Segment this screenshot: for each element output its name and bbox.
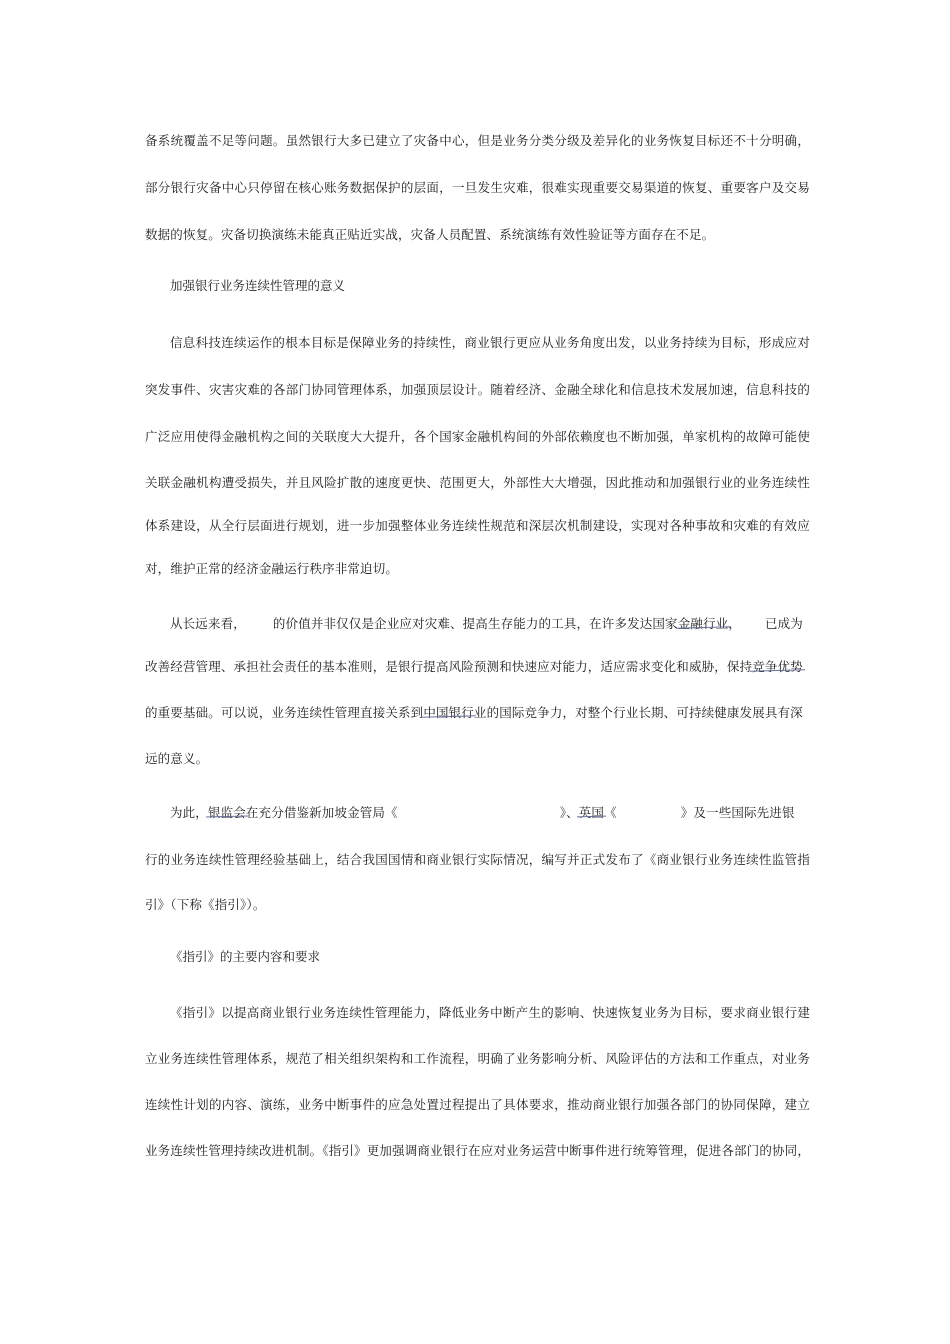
- link-cbrc[interactable]: 银监会: [207, 805, 246, 820]
- text-run: 为此，: [170, 805, 208, 820]
- text-run: 》及一些国际先进银: [680, 805, 795, 820]
- text-run: 的重要基础。可以说，业务连续性管理直接关系到: [145, 705, 424, 720]
- link-bank-of-china[interactable]: 中国银行: [423, 705, 474, 720]
- paragraph-line: 数据的恢复。灾备切换演练未能真正贴近实战，灾备人员配置、系统演练有效性验证等方面存在不足。: [145, 227, 715, 242]
- paragraph-line: 对，维护正常的经济金融运行秩序非常迫切。: [145, 561, 399, 576]
- section-heading: 加强银行业务连续性管理的意义: [170, 278, 346, 293]
- text-run: 业的国际竞争力，对整个行业长期、可持续健康发展具有深: [473, 705, 803, 720]
- paragraph-line: 备系统覆盖不足等问题。虽然银行大多已建立了灾备中心，但是业务分类分级及差异化的业务恢复目标还不十分明确，: [145, 133, 810, 148]
- link-competitive-advantage[interactable]: 竞争优势: [752, 659, 803, 674]
- text-run: ，: [728, 616, 741, 631]
- paragraph-line: 关联金融机构遭受损失，并且风险扩散的速度更快、范围更大，外部性大大增强，因此推动和加强银行业的业务连续性: [145, 475, 810, 490]
- paragraph-line: 部分银行灾备中心只停留在核心账务数据保护的层面，一旦发生灾难，很难实现重要交易渠道的恢复、重要客户及交易: [145, 180, 810, 195]
- link-uk[interactable]: 英国: [578, 805, 605, 820]
- text-run: 《: [604, 805, 617, 820]
- text-run: 改善经营管理、承担社会责任的基本准则，是银行提高风险预测和快速应对能力，适应需求变化和威胁，保持: [145, 659, 753, 674]
- paragraph-line: 业务连续性管理持续改进机制。《指引》更加强调商业银行在应对业务运营中断事件进行统筹管理，促进各部门的协同，: [145, 1143, 810, 1158]
- paragraph-line: [170, 616, 810, 632]
- text-run: 在充分借鉴新加坡金管局《: [245, 805, 398, 820]
- link-finance-industry[interactable]: 金融行业: [677, 616, 729, 631]
- paragraph-line: [145, 705, 810, 721]
- paragraph-line: 体系建设，从全行层面进行规划，进一步加强整体业务连续性规范和深层次机制建设，实现对各种事故和灾难的有效应: [145, 518, 810, 533]
- text-run: 》、: [559, 805, 579, 820]
- paragraph-line: 广泛应用使得金融机构之间的关联度大大提升，各个国家金融机构间的外部依赖度也不断加强，单家机构的故障可能使: [145, 429, 810, 444]
- text-run: 的价值并非仅仅是企业应对灾难、提高生存能力的工具，在许多发达国家: [272, 616, 678, 631]
- paragraph-line: 信息科技连续运作的根本目标是保障业务的持续性，商业银行更应从业务角度出发，以业务持续为目标，形成应对: [170, 335, 810, 350]
- text-run: 从长远来看，: [170, 616, 246, 631]
- paragraph-line: 《指引》以提高商业银行业务连续性管理能力，降低业务中断产生的影响、快速恢复业务为目标，要求商业银行建: [170, 1005, 810, 1020]
- section-heading: 《指引》的主要内容和要求: [170, 949, 321, 964]
- paragraph-line: 连续性计划的内容、演练，业务中断事件的应急处置过程提出了具体要求，推动商业银行加强各部门的协同保障，建立: [145, 1097, 810, 1112]
- paragraph-line: 引》（下称《指引》）。: [145, 897, 266, 912]
- text-run: 已成为: [764, 616, 803, 631]
- paragraph-line: [145, 659, 810, 675]
- paragraph-line: 行的业务连续性管理经验基础上，结合我国国情和商业银行实际情况，编写并正式发布了《商业银行业务连续性监管指: [145, 852, 810, 867]
- paragraph-line: 突发事件、灾害灾难的各部门协同管理体系，加强顶层设计。随着经济、金融全球化和信息技术发展加速，信息科技的: [145, 382, 810, 397]
- paragraph-line: [170, 805, 810, 821]
- paragraph-line: 远的意义。: [145, 751, 209, 766]
- paragraph-line: 立业务连续性管理体系，规范了相关组织架构和工作流程，明确了业务影响分析、风险评估的方法和工作重点，对业务: [145, 1051, 810, 1066]
